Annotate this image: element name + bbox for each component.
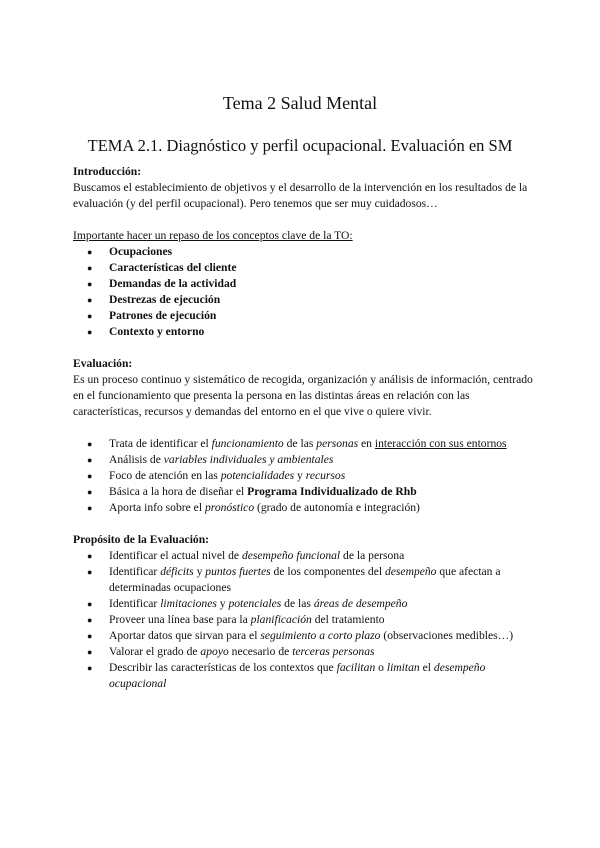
bullet-icon: ● [87, 647, 93, 657]
bullet-icon: ● [87, 551, 93, 561]
list-item: ● Identificar el actual nivel de desempeño funcional de la persona [87, 549, 405, 562]
bullet-icon: ● [87, 439, 93, 449]
bullet-icon: ● [87, 247, 93, 257]
concepts-list [73, 244, 533, 340]
bullet-icon: ● [87, 567, 93, 577]
list-item: ● Aportar datos que sirvan para el seguimiento a corto plazo (observaciones medibles…) [87, 629, 514, 642]
bullet-icon: ● [87, 279, 93, 289]
proposito-heading: Propósito de la Evaluación: [73, 533, 210, 546]
list-item: ● Patrones de ejecución [87, 309, 217, 322]
list-item: ● Destrezas de ejecución [87, 293, 221, 306]
intro-heading: Introducción: [73, 165, 142, 178]
evaluacion-heading: Evaluación: [73, 357, 133, 370]
concepts-section [73, 228, 533, 340]
proposito-list [73, 548, 533, 692]
list-item: ● Proveer una línea base para la planificación del tratamiento [87, 613, 385, 626]
list-item: ● Básica a la hora de diseñar el Programa Individualizado de Rhb [87, 485, 417, 498]
list-item: ● Valorar el grado de apoyo necesario de terceras personas [87, 645, 375, 658]
list-item: ● Aporta info sobre el pronóstico (grado de autonomía e integración) [87, 501, 420, 514]
bullet-icon: ● [87, 471, 93, 481]
list-item: ● Trata de identificar el funcionamiento de las personas en interacción con sus entornos [87, 437, 507, 450]
bullet-icon: ● [87, 663, 93, 673]
evaluacion-points [73, 436, 533, 516]
list-item: ● Foco de atención en las potencialidades y recursos [87, 469, 346, 482]
evaluacion-list [73, 436, 533, 516]
list-item: ● Análisis de variables individuales y ambientales [87, 453, 334, 466]
list-item: ● Ocupaciones [87, 245, 173, 258]
bullet-icon: ● [87, 599, 93, 609]
bullet-icon: ● [87, 311, 93, 321]
bullet-icon: ● [87, 615, 93, 625]
list-item: ● Describir las características de los contextos que facilitan o limitan el desempeño ocupacional [87, 661, 486, 690]
intro-text: Buscamos el establecimiento de objetivos y el desarrollo de la intervención en los resultados de la evaluación (y del perfil ocupacional). Pero tenemos que ser muy cuidadosos… [73, 181, 528, 210]
list-item: ● Identificar déficits y puntos fuertes de los componentes del desempeño que afectan a determinadas ocupaciones [87, 565, 501, 594]
bullet-icon: ● [87, 295, 93, 305]
evaluacion-text: Es un proceso continuo y sistemático de recogida, organización y análisis de información, centrado en el funcionamiento que presenta la persona en las distintas áreas en relación con las características, recursos y demandas del entorno en el que vive o quiere vivir. [73, 373, 533, 418]
list-item: ● Identificar limitaciones y potenciales de las áreas de desempeño [87, 597, 408, 610]
proposito-section [73, 532, 533, 692]
document-title: Tema 2 Salud Mental [222, 93, 378, 113]
list-item: ● Contexto y entorno [87, 325, 205, 338]
bullet-icon: ● [87, 455, 93, 465]
intro-section [73, 164, 533, 212]
bullet-icon: ● [87, 327, 93, 337]
evaluacion-section [73, 356, 533, 420]
bullet-icon: ● [87, 631, 93, 641]
list-item: ● Demandas de la actividad [87, 277, 237, 290]
bullet-icon: ● [87, 487, 93, 497]
concepts-heading: Importante hacer un repaso de los conceptos clave de la TO: [73, 229, 353, 242]
document-subtitle: TEMA 2.1. Diagnóstico y perfil ocupacional. Evaluación en SM [87, 136, 513, 155]
list-item: ● Características del cliente [87, 261, 237, 274]
bullet-icon: ● [87, 263, 93, 273]
bullet-icon: ● [87, 503, 93, 513]
